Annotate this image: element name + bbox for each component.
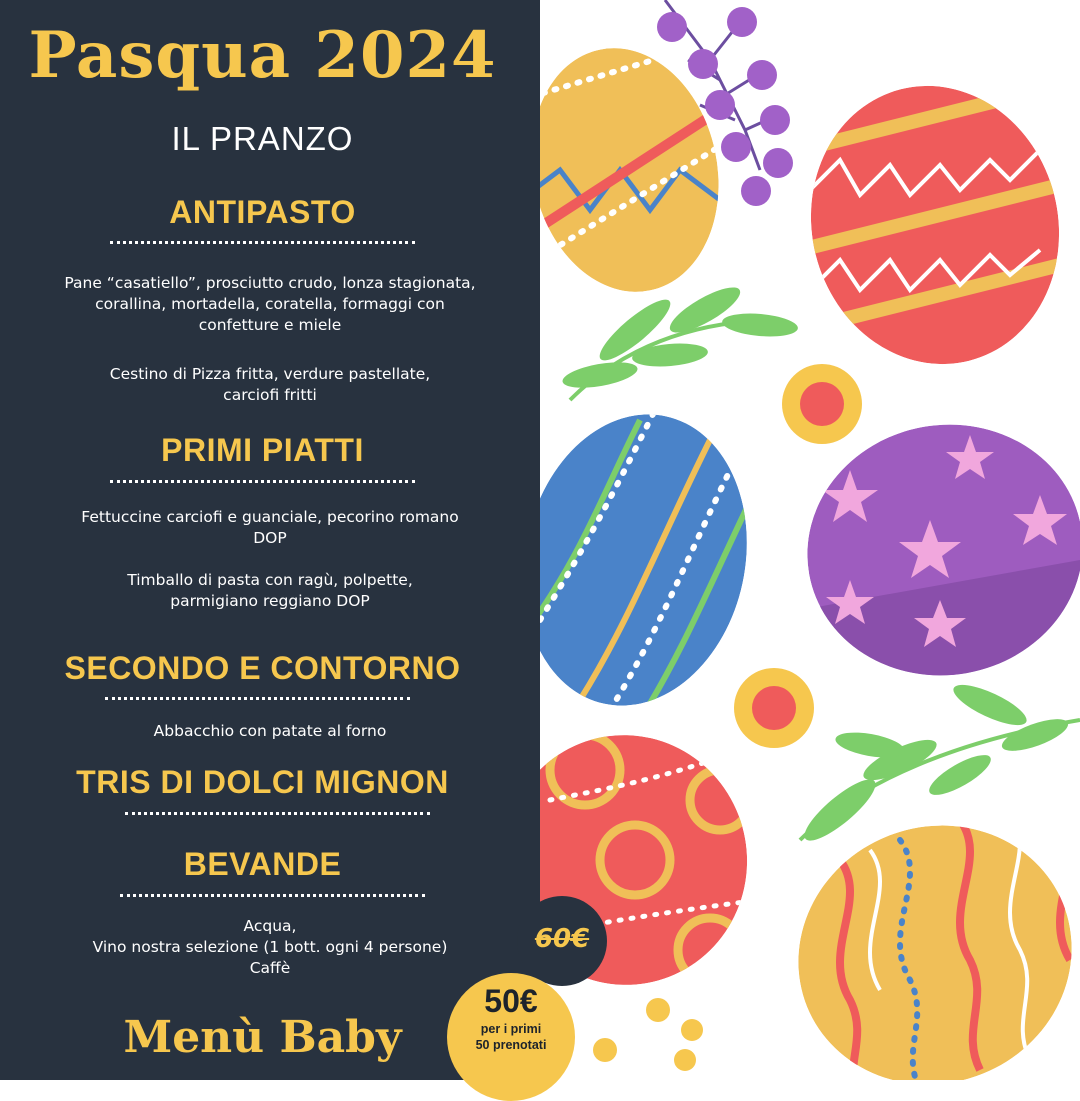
easter-eggs-illustration bbox=[540, 0, 1080, 1080]
menu-line: DOP bbox=[253, 529, 287, 547]
section-title-secondo: SECONDO E CONTORNO bbox=[64, 650, 461, 686]
menu-line: Vino nostra selezione (1 bott. ogni 4 persone) bbox=[92, 938, 448, 956]
dotted-divider bbox=[110, 480, 415, 483]
menu-line: Abbacchio con patate al forno bbox=[153, 722, 387, 740]
antipasto-description-2 bbox=[20, 364, 520, 406]
easter-egg-blue bbox=[540, 393, 773, 726]
menu-line: Pane “casatiello”, prosciutto crudo, lonza stagionata, bbox=[64, 274, 476, 292]
section-title-antipasto: ANTIPASTO bbox=[169, 194, 356, 230]
dotted-divider bbox=[125, 812, 430, 815]
easter-egg-red bbox=[782, 59, 1080, 390]
baby-menu-title: Menù Baby bbox=[123, 1012, 402, 1063]
menu-line: parmigiano reggiano DOP bbox=[170, 592, 370, 610]
confetti-dots bbox=[593, 998, 703, 1071]
offer-note-line: 50 prenotati bbox=[475, 1038, 547, 1052]
menu-line: carciofi fritti bbox=[223, 386, 317, 404]
menu-line: Timballo di pasta con ragù, polpette, bbox=[127, 571, 413, 589]
menu-panel bbox=[0, 0, 540, 1080]
offer-price: 50€ bbox=[484, 983, 538, 1019]
dotted-divider bbox=[105, 697, 410, 700]
leaf-branch-icon bbox=[561, 280, 799, 400]
menu-line: Fettuccine carciofi e guanciale, pecorino romano bbox=[81, 508, 459, 526]
secondo-description bbox=[20, 721, 520, 742]
page-subtitle: IL PRANZO bbox=[171, 120, 354, 157]
old-price-badge bbox=[517, 896, 607, 986]
primi-description-2 bbox=[20, 570, 520, 612]
menu-line: Acqua, bbox=[243, 917, 297, 935]
flower-icon bbox=[734, 668, 814, 748]
menu-line: confetture e miele bbox=[198, 316, 342, 334]
antipasto-description-1 bbox=[20, 273, 520, 336]
easter-egg-purple bbox=[787, 403, 1080, 700]
offer-note bbox=[447, 1021, 575, 1053]
dotted-divider bbox=[120, 894, 425, 897]
section-title-dolci: TRIS DI DOLCI MIGNON bbox=[76, 764, 449, 800]
bevande-description bbox=[20, 916, 520, 979]
offer-note-line: per i primi bbox=[480, 1022, 542, 1036]
page-title: Pasqua 2024 bbox=[28, 18, 497, 93]
section-title-primi: PRIMI PIATTI bbox=[161, 432, 364, 468]
menu-line: corallina, mortadella, coratella, formaggi con bbox=[95, 295, 445, 313]
leaf-branch-icon bbox=[797, 677, 1080, 849]
dotted-divider bbox=[110, 241, 415, 244]
old-price: 60€ bbox=[534, 924, 590, 954]
menu-line: Caffè bbox=[249, 959, 291, 977]
menu-line: Cestino di Pizza fritta, verdure pastellate, bbox=[109, 365, 431, 383]
offer-price-badge bbox=[447, 973, 575, 1101]
primi-description-1 bbox=[20, 507, 520, 549]
section-title-bevande: BEVANDE bbox=[183, 846, 342, 882]
flower-icon bbox=[782, 364, 862, 444]
